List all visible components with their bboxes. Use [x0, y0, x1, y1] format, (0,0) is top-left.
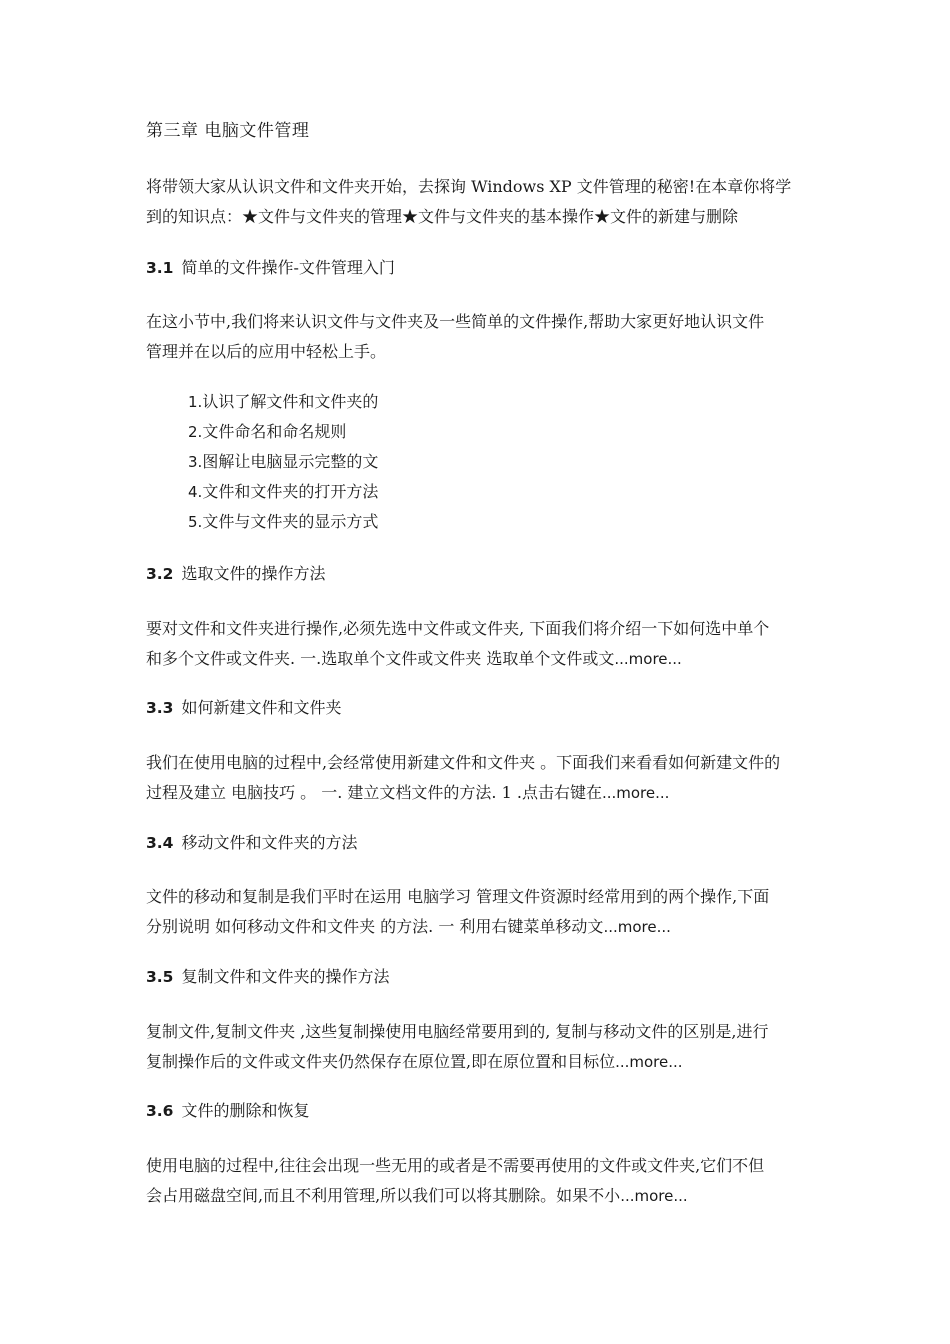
section-heading	[146, 1100, 309, 1122]
section-body-line-2: 管理并在以后的应用中轻松上手。	[146, 342, 387, 361]
section-body-line-2	[146, 1051, 683, 1073]
list-item	[188, 511, 378, 533]
section-number: 3.2	[146, 565, 174, 583]
section-body-line-1: 复制文件,复制文件夹 ,这些复制操使用电脑经常要用到的, 复制与移动文件的区别是,进行	[146, 1022, 769, 1041]
list-item-number: 2.	[188, 423, 203, 441]
list-item-text: 图解让电脑显示完整的文	[202, 452, 379, 471]
more-link[interactable]: ...more...	[615, 1053, 683, 1071]
more-link[interactable]: ...more...	[603, 918, 671, 936]
section-body-line-2	[146, 782, 669, 804]
section-body-line-2	[146, 1185, 688, 1207]
intro-line-2: 到的知识点：★文件与文件夹的管理★文件与文件夹的基本操作★文件的新建与删除	[146, 207, 739, 226]
section-heading	[146, 563, 325, 585]
section-title: 选取文件的操作方法	[181, 564, 326, 583]
section-heading	[146, 832, 357, 854]
section-body-line-1: 使用电脑的过程中,往往会出现一些无用的或者是不需要再使用的文件或文件夹,它们不但	[146, 1156, 765, 1175]
list-item-number: 1.	[188, 393, 203, 411]
list-item-text: 认识了解文件和文件夹的	[202, 392, 379, 411]
section-body-line-1: 要对文件和文件夹进行操作,必须先选中文件或文件夹, 下面我们将介绍一下如何选中单个	[146, 619, 770, 638]
list-item	[188, 481, 378, 503]
section-heading	[146, 257, 395, 279]
section-body-line-1: 在这小节中,我们将来认识文件与文件夹及一些简单的文件操作,帮助大家更好地认识文件	[146, 312, 765, 331]
section-title: 复制文件和文件夹的操作方法	[181, 967, 390, 986]
section-body-line-1: 我们在使用电脑的过程中,会经常使用新建文件和文件夹 。下面我们来看看如何新建文件的	[146, 753, 781, 772]
section-title: 文件的删除和恢复	[181, 1101, 310, 1120]
section-heading	[146, 697, 341, 719]
list-item	[188, 451, 378, 473]
section-number: 3.4	[146, 834, 174, 852]
list-item-text: 文件命名和命名规则	[202, 422, 347, 441]
list-item-text: 文件和文件夹的打开方法	[202, 482, 379, 501]
section-title: 移动文件和文件夹的方法	[181, 833, 358, 852]
section-number: 3.1	[146, 259, 174, 277]
section-body-text: 复制操作后的文件或文件夹仍然保存在原位置,即在原位置和目标位	[146, 1052, 616, 1071]
more-link[interactable]: ...more...	[614, 650, 682, 668]
intro-line-1: 将带领大家从认识文件和文件夹开始，去探询 Windows XP 文件管理的秘密!在本章你将学	[146, 177, 792, 196]
section-number: 3.6	[146, 1102, 174, 1120]
section-number: 3.3	[146, 699, 174, 717]
list-item	[188, 421, 346, 443]
list-item	[188, 391, 378, 413]
list-item-number: 3.	[188, 453, 203, 471]
section-title: 简单的文件操作-文件管理入门	[181, 258, 395, 277]
section-number: 3.5	[146, 968, 174, 986]
more-link[interactable]: ...more...	[601, 784, 670, 802]
section-body-line-2	[146, 648, 682, 670]
section-body-line-2	[146, 916, 671, 938]
section-heading	[146, 966, 389, 988]
list-item-number: 5.	[188, 513, 203, 531]
chapter-title: 第三章 电脑文件管理	[146, 121, 310, 141]
section-body-text: 分别说明 如何移动文件和文件夹 的方法. 一 利用右键菜单移动文	[146, 917, 604, 936]
section-title: 如何新建文件和文件夹	[181, 698, 342, 717]
more-link[interactable]: ...more...	[620, 1187, 688, 1205]
section-body-line-1: 文件的移动和复制是我们平时在运用 电脑学习 管理文件资源时经常用到的两个操作,下面	[146, 887, 770, 906]
list-item-text: 文件与文件夹的显示方式	[202, 512, 379, 531]
section-body-text: 会占用磁盘空间,而且不利用管理,所以我们可以将其删除。如果不小	[146, 1186, 621, 1205]
section-body-text: 过程及建立 电脑技巧 。 一. 建立文档文件的方法. 1 .点击右键在	[146, 783, 602, 802]
list-item-number: 4.	[188, 483, 203, 501]
section-body-text: 和多个文件或文件夹. 一.选取单个文件或文件夹 选取单个文件或文	[146, 649, 615, 668]
